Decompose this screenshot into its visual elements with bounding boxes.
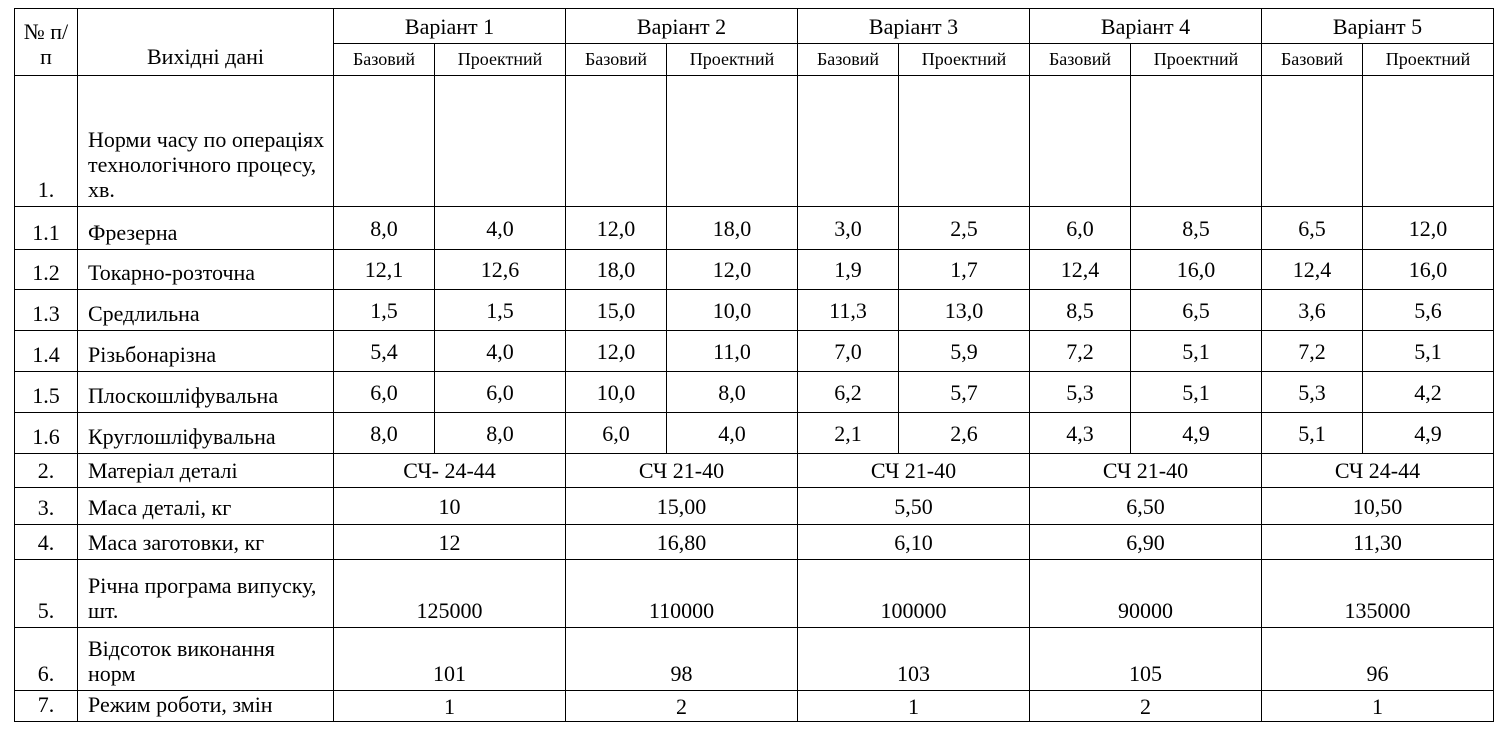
v2-base-value: 18,0 [566,250,667,290]
v4-base-header: Базовий [1030,44,1131,76]
row-label: Фрезерна [78,207,334,250]
v2-project-value: 18,0 [667,207,798,250]
row-num: 1. [15,76,78,207]
variant-2-header: Варіант 2 [566,9,798,44]
variant-5-value: 1 [1262,691,1494,722]
variant-1-header: Варіант 1 [334,9,566,44]
row-label: Відсоток виконання норм [78,628,334,691]
v1-base-value: 6,0 [334,372,435,413]
variant-5-value: СЧ 24-44 [1262,454,1494,488]
v5-base-value: 6,5 [1262,207,1363,250]
parameter-row [15,560,1494,628]
v1-project-value: 4,0 [435,331,566,372]
v2-base-value: 10,0 [566,372,667,413]
row-num: 2. [15,454,78,488]
variant-3-value: 103 [798,628,1030,691]
v1-base-value: 12,1 [334,250,435,290]
row-label: Режим роботи, змін [78,691,334,722]
variant-4-value: 6,90 [1030,525,1262,560]
operations-section [15,207,1494,454]
v2-base-value: 15,0 [566,290,667,331]
row-label: Маса заготовки, кг [78,525,334,560]
row-label: Матеріал деталі [78,454,334,488]
variant-3-value: 100000 [798,560,1030,628]
operation-row [15,372,1494,413]
variant-1-value: 10 [334,488,566,525]
row-num: 5. [15,560,78,628]
v1-project-value: 8,0 [435,413,566,454]
v5-base-value: 5,3 [1262,372,1363,413]
variant-1-value: 1 [334,691,566,722]
parameter-row [15,691,1494,722]
row-label: Круглошліфувальна [78,413,334,454]
empty-cell [667,76,798,207]
v1-base-header: Базовий [334,44,435,76]
variant-4-value: 2 [1030,691,1262,722]
v4-base-value: 12,4 [1030,250,1131,290]
variant-4-value: СЧ 21-40 [1030,454,1262,488]
v3-project-value: 2,6 [899,413,1030,454]
variant-1-value: 12 [334,525,566,560]
v2-project-value: 11,0 [667,331,798,372]
parameters-section [15,454,1494,722]
variant-4-value: 6,50 [1030,488,1262,525]
section-1-row [15,76,1494,207]
parameter-row [15,525,1494,560]
row-label: Різьбонарізна [78,331,334,372]
v3-base-value: 2,1 [798,413,899,454]
row-num: 1.1 [15,207,78,250]
v5-base-value: 5,1 [1262,413,1363,454]
v4-base-value: 6,0 [1030,207,1131,250]
variant-5-value: 96 [1262,628,1494,691]
row-label: Маса деталі, кг [78,488,334,525]
variant-5-value: 10,50 [1262,488,1494,525]
operation-row [15,290,1494,331]
header-data-cell [78,9,334,76]
v2-project-value: 8,0 [667,372,798,413]
variant-4-header: Варіант 4 [1030,9,1262,44]
variant-2-value: 98 [566,628,798,691]
v2-base-value: 6,0 [566,413,667,454]
empty-cell [1363,76,1494,207]
variant-3-value: СЧ 21-40 [798,454,1030,488]
parameter-row [15,488,1494,525]
v3-base-value: 7,0 [798,331,899,372]
v2-project-value: 10,0 [667,290,798,331]
variant-4-value: 90000 [1030,560,1262,628]
row-num: 1.2 [15,250,78,290]
v4-project-header: Проектний [1131,44,1262,76]
v1-base-value: 8,0 [334,413,435,454]
empty-cell [1030,76,1131,207]
empty-cell [566,76,667,207]
v3-project-value: 13,0 [899,290,1030,331]
v4-project-value: 5,1 [1131,372,1262,413]
v1-project-header: Проектний [435,44,566,76]
v5-project-value: 12,0 [1363,207,1494,250]
row-num: 4. [15,525,78,560]
empty-cell [1131,76,1262,207]
v4-project-value: 6,5 [1131,290,1262,331]
row-label: Средлильна [78,290,334,331]
v1-base-value: 5,4 [334,331,435,372]
variant-2-value: 2 [566,691,798,722]
v4-base-value: 5,3 [1030,372,1131,413]
v3-project-value: 5,9 [899,331,1030,372]
parameter-row [15,454,1494,488]
v5-base-header: Базовий [1262,44,1363,76]
v5-project-header: Проектний [1363,44,1494,76]
variant-2-value: 110000 [566,560,798,628]
v2-base-value: 12,0 [566,331,667,372]
empty-cell [435,76,566,207]
row-label: Токарно-розточна [78,250,334,290]
variant-5-value: 11,30 [1262,525,1494,560]
v5-base-value: 12,4 [1262,250,1363,290]
v4-base-value: 7,2 [1030,331,1131,372]
variant-2-value: 16,80 [566,525,798,560]
row-num: 3. [15,488,78,525]
v3-base-value: 1,9 [798,250,899,290]
v2-base-value: 12,0 [566,207,667,250]
v1-project-value: 1,5 [435,290,566,331]
v3-project-value: 1,7 [899,250,1030,290]
v1-base-value: 1,5 [334,290,435,331]
v4-base-value: 8,5 [1030,290,1131,331]
v5-project-value: 4,9 [1363,413,1494,454]
v5-project-value: 5,6 [1363,290,1494,331]
variant-1-value: СЧ- 24-44 [334,454,566,488]
row-label: Річна програма випуску, шт. [78,560,334,628]
row-num: 1.5 [15,372,78,413]
empty-cell [899,76,1030,207]
operation-row [15,413,1494,454]
v1-project-value: 4,0 [435,207,566,250]
v3-project-value: 2,5 [899,207,1030,250]
v4-project-value: 16,0 [1131,250,1262,290]
header-data-label: Вихідні дані [147,44,264,69]
variant-5-value: 135000 [1262,560,1494,628]
source-data-table [14,8,1494,722]
row-label: Норми часу по операціях технологічного процесу, хв. [78,76,334,207]
v1-project-value: 6,0 [435,372,566,413]
variant-3-value: 5,50 [798,488,1030,525]
v5-project-value: 5,1 [1363,331,1494,372]
v1-project-value: 12,6 [435,250,566,290]
v5-project-value: 16,0 [1363,250,1494,290]
variant-2-value: СЧ 21-40 [566,454,798,488]
v3-project-header: Проектний [899,44,1030,76]
v2-project-value: 4,0 [667,413,798,454]
header-num-cell [15,9,78,76]
v5-base-value: 3,6 [1262,290,1363,331]
v2-project-value: 12,0 [667,250,798,290]
row-num: 6. [15,628,78,691]
empty-cell [334,76,435,207]
v4-base-value: 4,3 [1030,413,1131,454]
v3-base-value: 3,0 [798,207,899,250]
header-row-variants [15,9,1494,44]
v3-base-value: 11,3 [798,290,899,331]
operation-row [15,207,1494,250]
v4-project-value: 5,1 [1131,331,1262,372]
empty-cell [798,76,899,207]
row-label: Плоскошліфувальна [78,372,334,413]
v1-base-value: 8,0 [334,207,435,250]
variant-1-value: 125000 [334,560,566,628]
variant-5-header: Варіант 5 [1262,9,1494,44]
row-num: 1.3 [15,290,78,331]
variant-4-value: 105 [1030,628,1262,691]
parameter-row [15,628,1494,691]
v2-project-header: Проектний [667,44,798,76]
empty-cell [1262,76,1363,207]
v5-base-value: 7,2 [1262,331,1363,372]
row-num: 1.6 [15,413,78,454]
header-num-label: № п/п [23,19,69,69]
v2-base-header: Базовий [566,44,667,76]
v3-project-value: 5,7 [899,372,1030,413]
variant-3-header: Варіант 3 [798,9,1030,44]
v5-project-value: 4,2 [1363,372,1494,413]
variant-3-value: 1 [798,691,1030,722]
variant-3-value: 6,10 [798,525,1030,560]
operation-row [15,331,1494,372]
row-num: 1.4 [15,331,78,372]
v4-project-value: 4,9 [1131,413,1262,454]
v4-project-value: 8,5 [1131,207,1262,250]
v3-base-header: Базовий [798,44,899,76]
variant-1-value: 101 [334,628,566,691]
row-num: 7. [15,691,78,722]
v3-base-value: 6,2 [798,372,899,413]
operation-row [15,250,1494,290]
variant-2-value: 15,00 [566,488,798,525]
